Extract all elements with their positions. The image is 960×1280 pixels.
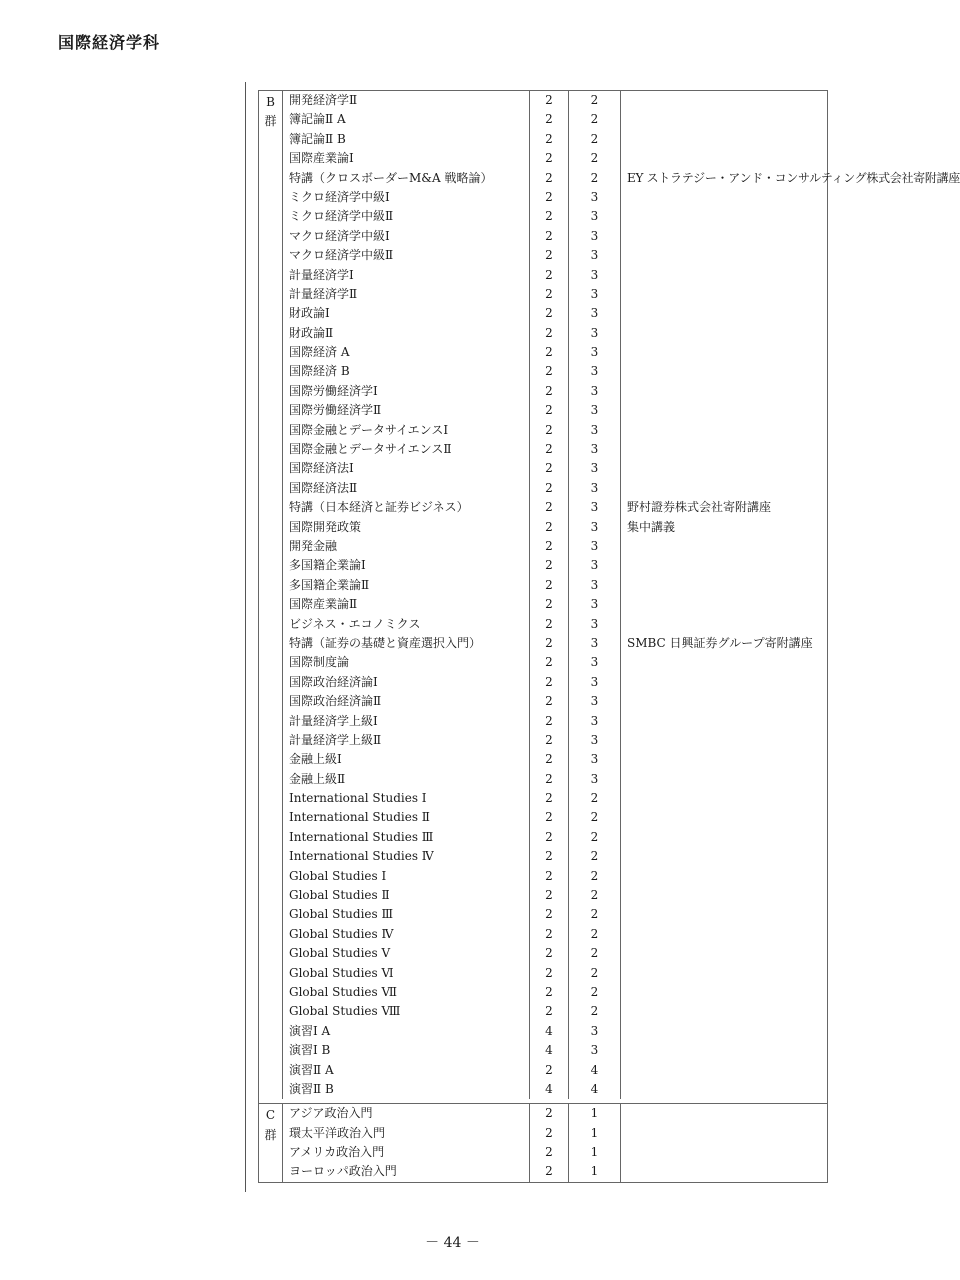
course-year: 3 [590, 771, 599, 786]
course-note [621, 421, 827, 440]
course-credits: 2 [545, 1125, 553, 1140]
course-credits: 2 [545, 1004, 553, 1019]
course-name: 開発金融 [289, 538, 338, 553]
course-note [621, 479, 827, 498]
course-note [621, 130, 827, 149]
course-name: 演習Ⅰ B [289, 1043, 331, 1058]
course-note [621, 556, 827, 575]
course-name: 演習Ⅱ A [289, 1062, 334, 1077]
course-name: マクロ経済学中級Ⅰ [289, 228, 390, 243]
course-note [621, 905, 827, 924]
course-name: 開発経済学Ⅱ [289, 93, 358, 107]
course-note [621, 304, 827, 323]
course-note [621, 653, 827, 672]
course-note [621, 867, 827, 886]
course-note [621, 1162, 827, 1181]
course-name: 財政論Ⅰ [289, 306, 330, 321]
course-year: 3 [590, 209, 599, 224]
course-credits: 2 [545, 965, 553, 980]
course-note [621, 1124, 827, 1143]
course-year: 3 [590, 286, 599, 301]
course-year: 3 [590, 228, 599, 243]
course-name: 計量経済学上級Ⅰ [289, 713, 378, 728]
course-year: 2 [590, 888, 599, 903]
course-year: 2 [590, 984, 599, 999]
course-year: 2 [590, 965, 599, 980]
course-note [621, 324, 827, 343]
course-credits: 2 [545, 325, 553, 340]
course-credits: 2 [545, 732, 553, 747]
course-note [621, 925, 827, 944]
page-number: － 44 － [425, 1235, 480, 1251]
course-note [621, 266, 827, 285]
course-note [621, 207, 827, 226]
course-note [621, 615, 827, 634]
page-title: 国際経済学科 [58, 33, 161, 52]
course-year: 4 [590, 1062, 599, 1077]
course-note [621, 944, 827, 963]
course-name: 特講（証券の基礎と資産選択入門） [289, 635, 482, 650]
course-credits-column [530, 1104, 569, 1182]
course-year: 2 [590, 868, 599, 883]
course-credits: 2 [545, 170, 553, 185]
course-name: 国際経済法Ⅰ [289, 461, 354, 476]
course-credits: 2 [545, 577, 553, 592]
course-note [621, 285, 827, 304]
course-group [259, 91, 960, 1099]
course-note [621, 1061, 827, 1080]
course-credits: 2 [545, 888, 553, 903]
course-name: 国際政治経済論Ⅱ [289, 694, 382, 709]
course-credits: 2 [545, 810, 553, 825]
course-year: 3 [590, 306, 599, 321]
course-credits: 2 [545, 984, 553, 999]
course-credits: 2 [545, 228, 553, 243]
course-credits: 2 [545, 345, 553, 360]
course-credits: 2 [545, 868, 553, 883]
course-credits: 2 [545, 655, 553, 670]
course-name: 国際労働経済学Ⅱ [289, 403, 382, 418]
course-year: 3 [590, 674, 599, 689]
course-name-column [283, 91, 530, 1099]
course-year-column [569, 91, 621, 1099]
course-name: International Studies Ⅱ [289, 810, 430, 825]
course-note [621, 576, 827, 595]
course-year: 3 [590, 500, 599, 515]
course-name: 国際経済法Ⅱ [289, 480, 358, 495]
course-name: 国際産業論Ⅱ [289, 597, 358, 612]
course-note [621, 343, 827, 362]
group-label [259, 1104, 283, 1182]
course-name: 国際労働経済学Ⅰ [289, 383, 378, 398]
course-note [621, 731, 827, 750]
course-note [621, 692, 827, 711]
course-credits: 2 [545, 480, 553, 495]
course-credits: 2 [545, 189, 553, 204]
course-name: 演習Ⅱ B [289, 1081, 334, 1096]
course-credits: 2 [545, 422, 553, 437]
course-note [621, 770, 827, 789]
course-name: 金融上級Ⅱ [289, 771, 346, 786]
course-credits: 2 [545, 616, 553, 631]
course-note [621, 673, 827, 692]
course-credits: 2 [545, 674, 553, 689]
course-name: ミクロ経済学中級Ⅱ [289, 209, 394, 224]
course-credits: 4 [545, 1043, 553, 1058]
course-credits: 2 [545, 461, 553, 476]
course-year: 3 [590, 597, 599, 612]
course-year: 2 [590, 112, 599, 127]
course-credits: 2 [545, 1164, 553, 1179]
course-year: 3 [590, 189, 599, 204]
course-name: 特講（クロスボーダーM&A 戦略論） [289, 170, 493, 185]
course-name: 環太平洋政治入門 [289, 1125, 386, 1140]
course-credits: 2 [545, 752, 553, 767]
course-year: 1 [590, 1145, 599, 1160]
course-name: 国際開発政策 [289, 519, 362, 534]
course-note [621, 789, 827, 808]
course-credits: 2 [545, 131, 553, 146]
course-year: 2 [590, 1004, 599, 1019]
course-credits: 2 [545, 538, 553, 553]
course-credits: 2 [545, 829, 553, 844]
group-label-text: B [266, 95, 275, 109]
course-note [621, 149, 827, 168]
course-credits: 2 [545, 558, 553, 573]
margin-rule [245, 82, 246, 1192]
course-note [621, 440, 827, 459]
course-name: ビジネス・エコノミクス [289, 616, 421, 631]
course-note [621, 91, 827, 110]
course-year: 3 [590, 383, 599, 398]
course-credits: 2 [545, 1106, 553, 1121]
course-year: 2 [590, 849, 599, 864]
course-note: SMBC 日興証券グループ寄附講座 [627, 635, 813, 650]
course-credits: 2 [545, 364, 553, 379]
course-note [621, 828, 827, 847]
course-note [621, 983, 827, 1002]
course-note [621, 750, 827, 769]
course-year: 3 [590, 461, 599, 476]
course-note [621, 110, 827, 129]
course-note: 野村證券株式会社寄附講座 [627, 500, 772, 515]
group-label-text: 群 [264, 1127, 277, 1142]
course-note [621, 188, 827, 207]
course-credits: 4 [545, 1081, 553, 1096]
course-name: 多国籍企業論Ⅱ [289, 577, 370, 592]
course-note [621, 1143, 827, 1162]
course-note [621, 595, 827, 614]
course-note [621, 847, 827, 866]
course-credits: 2 [545, 519, 553, 534]
course-year: 4 [590, 1081, 599, 1096]
course-year: 2 [590, 791, 599, 806]
course-name-column [283, 1104, 530, 1182]
course-credits: 2 [545, 306, 553, 321]
course-year: 2 [590, 131, 599, 146]
course-table [258, 90, 960, 1183]
course-name: International Studies Ⅳ [289, 849, 434, 864]
course-credits: 2 [545, 403, 553, 418]
course-year: 2 [590, 170, 599, 185]
course-year: 1 [590, 1106, 599, 1121]
course-credits: 2 [545, 209, 553, 224]
group-label-text: C [265, 1108, 276, 1123]
course-note [621, 537, 827, 556]
course-name: 計量経済学上級Ⅱ [289, 732, 382, 747]
course-group [259, 1103, 827, 1182]
course-note [621, 1041, 827, 1060]
course-year: 3 [590, 558, 599, 573]
course-year: 2 [590, 810, 599, 825]
course-note: EY ストラテジー・アンド・コンサルティング株式会社寄附講座 [627, 170, 960, 185]
course-credits: 2 [545, 771, 553, 786]
course-year: 3 [590, 403, 599, 418]
course-credits: 2 [545, 442, 553, 457]
course-name: ミクロ経済学中級Ⅰ [289, 189, 390, 204]
course-note [621, 1022, 827, 1041]
course-name: Global Studies Ⅰ [289, 868, 387, 883]
course-credits: 2 [545, 597, 553, 612]
course-name: 財政論Ⅱ [289, 325, 334, 340]
course-credits: 2 [545, 93, 553, 107]
course-note [621, 1002, 827, 1021]
course-credits: 2 [545, 267, 553, 282]
course-credits: 2 [545, 791, 553, 806]
course-note [621, 459, 827, 478]
course-year: 3 [590, 519, 599, 534]
course-year: 3 [590, 752, 599, 767]
course-credits: 2 [545, 112, 553, 127]
course-name: 特講（日本経済と証券ビジネス） [289, 500, 469, 515]
course-year-column [569, 1104, 621, 1182]
course-name: アジア政治入門 [289, 1106, 373, 1121]
course-name: ヨーロッパ政治入門 [289, 1164, 397, 1179]
course-name: Global Studies Ⅱ [289, 888, 390, 903]
course-year: 3 [590, 422, 599, 437]
course-name: Global Studies Ⅵ [289, 965, 394, 980]
course-credits: 2 [545, 1062, 553, 1077]
course-year: 2 [590, 151, 599, 166]
course-credits: 2 [545, 500, 553, 515]
course-year: 2 [590, 829, 599, 844]
course-credits: 2 [545, 694, 553, 709]
course-credits: 2 [545, 946, 553, 961]
course-year: 2 [590, 907, 599, 922]
course-credits: 2 [545, 907, 553, 922]
course-year: 3 [590, 345, 599, 360]
course-name: Global Studies Ⅶ [289, 984, 397, 999]
course-year: 3 [590, 480, 599, 495]
course-year: 3 [590, 577, 599, 592]
course-note [621, 246, 827, 265]
course-name: 簿記論Ⅱ A [289, 112, 346, 127]
course-name: 金融上級Ⅰ [289, 752, 342, 767]
course-name: 多国籍企業論Ⅰ [289, 558, 366, 573]
course-name: アメリカ政治入門 [289, 1145, 385, 1160]
course-year: 3 [590, 655, 599, 670]
course-name: 国際政治経済論Ⅰ [289, 674, 378, 689]
course-name: 国際経済 A [289, 345, 350, 360]
course-name: International Studies Ⅲ [289, 829, 434, 844]
course-name: 計量経済学Ⅱ [289, 286, 358, 301]
course-note [621, 1080, 827, 1099]
course-name: 計量経済学Ⅰ [289, 267, 354, 282]
course-name: 国際経済 B [289, 364, 350, 379]
course-year: 3 [590, 713, 599, 728]
course-year: 3 [590, 267, 599, 282]
course-note [621, 227, 827, 246]
course-year: 3 [590, 538, 599, 553]
course-name: 国際産業論Ⅰ [289, 151, 354, 166]
course-name: Global Studies Ⅲ [289, 907, 394, 922]
course-year: 3 [590, 442, 599, 457]
course-year: 3 [590, 364, 599, 379]
course-name: マクロ経済学中級Ⅱ [289, 248, 394, 263]
course-credits: 4 [545, 1023, 553, 1038]
course-year: 3 [590, 1023, 599, 1038]
course-note [621, 964, 827, 983]
course-credits: 2 [545, 248, 553, 263]
course-year: 3 [590, 635, 599, 650]
course-credits: 2 [545, 151, 553, 166]
course-credits: 2 [545, 713, 553, 728]
course-year: 3 [590, 694, 599, 709]
course-note [621, 1104, 827, 1123]
course-name: International Studies Ⅰ [289, 791, 427, 806]
course-note-column [621, 91, 960, 1099]
group-label [259, 91, 283, 1099]
course-credits-column [530, 91, 569, 1099]
course-credits: 2 [545, 383, 553, 398]
course-year: 3 [590, 325, 599, 340]
course-name: Global Studies Ⅴ [289, 946, 391, 961]
course-year: 3 [590, 732, 599, 747]
course-year: 2 [590, 946, 599, 961]
course-year: 1 [590, 1164, 599, 1179]
group-label-text: 群 [264, 114, 277, 129]
course-year: 3 [590, 248, 599, 263]
course-note [621, 401, 827, 420]
course-year: 3 [590, 1043, 599, 1058]
course-note [621, 886, 827, 905]
course-credits: 2 [545, 849, 553, 864]
course-credits: 2 [545, 1145, 553, 1160]
course-note [621, 712, 827, 731]
course-name: 演習Ⅰ A [289, 1023, 331, 1038]
course-year: 3 [590, 616, 599, 631]
course-name: 国際金融とデータサイエンスⅡ [289, 442, 452, 457]
course-note: 集中講義 [627, 519, 676, 534]
course-year: 2 [590, 93, 599, 107]
course-name: Global Studies Ⅷ [289, 1004, 401, 1019]
course-year: 1 [590, 1125, 599, 1140]
course-name: 簿記論Ⅱ B [289, 131, 346, 146]
course-credits: 2 [545, 635, 553, 650]
course-note [621, 382, 827, 401]
course-year: 2 [590, 926, 599, 941]
course-name: Global Studies Ⅳ [289, 926, 394, 941]
course-note-column [621, 1104, 827, 1182]
course-name: 国際金融とデータサイエンスⅠ [289, 422, 449, 437]
course-note [621, 808, 827, 827]
course-credits: 2 [545, 286, 553, 301]
course-note [621, 362, 827, 381]
course-credits: 2 [545, 926, 553, 941]
course-name: 国際制度論 [289, 655, 350, 670]
